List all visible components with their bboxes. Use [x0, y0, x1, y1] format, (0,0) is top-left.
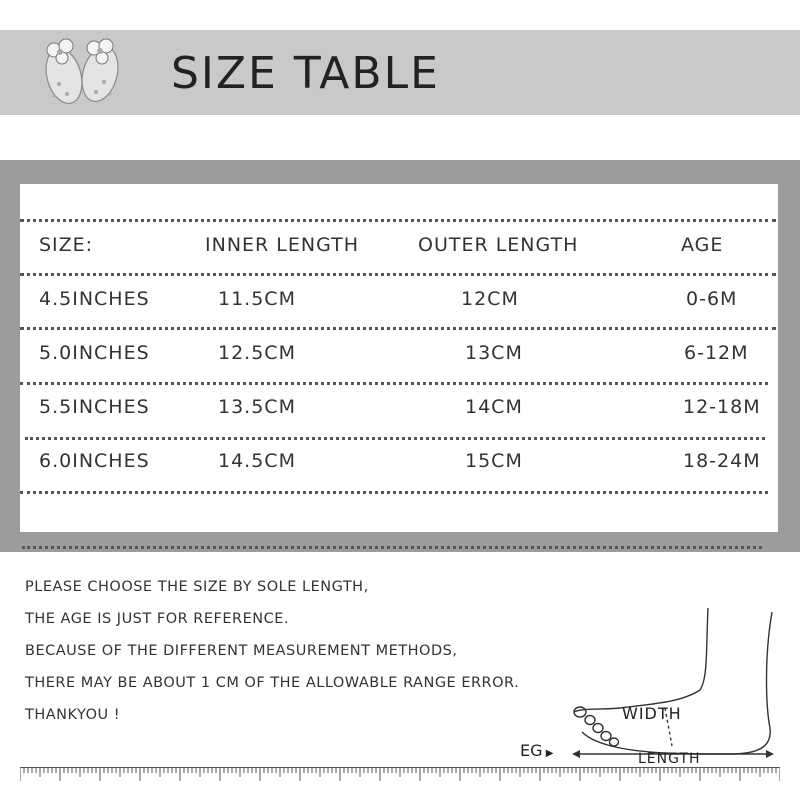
header-age: AGE	[681, 234, 724, 256]
table-cell-inner-length: 13.5CM	[218, 396, 296, 418]
foot-outline-icon	[560, 608, 780, 768]
baby-shoes-icon	[34, 36, 134, 110]
note-line: THE AGE IS JUST FOR REFERENCE.	[25, 611, 290, 627]
arrow-right-icon: ▶	[542, 748, 554, 759]
table-cell-inner-length: 12.5CM	[218, 342, 296, 364]
table-cell-outer-length: 15CM	[465, 450, 523, 472]
header-size: SIZE:	[39, 234, 94, 256]
table-cell-inner-length: 14.5CM	[218, 450, 296, 472]
table-cell-outer-length: 14CM	[465, 396, 523, 418]
eg-label	[520, 741, 553, 760]
table-cell-age: 12-18M	[683, 396, 761, 418]
divider	[20, 382, 768, 385]
size-table-frame	[0, 160, 800, 552]
table-cell-age: 0-6M	[686, 288, 738, 310]
note-line: THANKYOU !	[25, 707, 121, 723]
note-line: BECAUSE OF THE DIFFERENT MEASUREMENT METHODS,	[25, 643, 458, 659]
table-cell-size: 5.0INCHES	[39, 342, 150, 364]
table-cell-size: 4.5INCHES	[39, 288, 150, 310]
table-cell-age: 6-12M	[684, 342, 749, 364]
size-notes	[25, 576, 519, 736]
divider	[25, 437, 765, 440]
table-cell-inner-length: 11.5CM	[218, 288, 296, 310]
size-table	[20, 184, 778, 532]
table-cell-outer-length: 13CM	[465, 342, 523, 364]
length-label: LENGTH	[638, 751, 701, 767]
header-inner-length: INNER LENGTH	[205, 234, 360, 256]
eg-text: EG	[520, 741, 543, 760]
page-title: SIZE TABLE	[171, 48, 440, 99]
divider	[20, 327, 776, 330]
note-line: THERE MAY BE ABOUT 1 CM OF THE ALLOWABLE RANGE ERROR.	[25, 675, 520, 691]
table-cell-outer-length: 12CM	[461, 288, 519, 310]
divider	[20, 491, 768, 494]
table-cell-size: 6.0INCHES	[39, 450, 150, 472]
divider	[20, 219, 776, 222]
note-line: PLEASE CHOOSE THE SIZE BY SOLE LENGTH,	[25, 579, 369, 595]
header-bar	[0, 30, 800, 115]
divider	[20, 273, 776, 276]
divider	[22, 546, 762, 549]
ruler-icon	[20, 767, 780, 781]
header-outer-length: OUTER LENGTH	[418, 234, 579, 256]
table-cell-size: 5.5INCHES	[39, 396, 150, 418]
table-cell-age: 18-24M	[683, 450, 761, 472]
width-label: WIDTH	[622, 704, 682, 723]
